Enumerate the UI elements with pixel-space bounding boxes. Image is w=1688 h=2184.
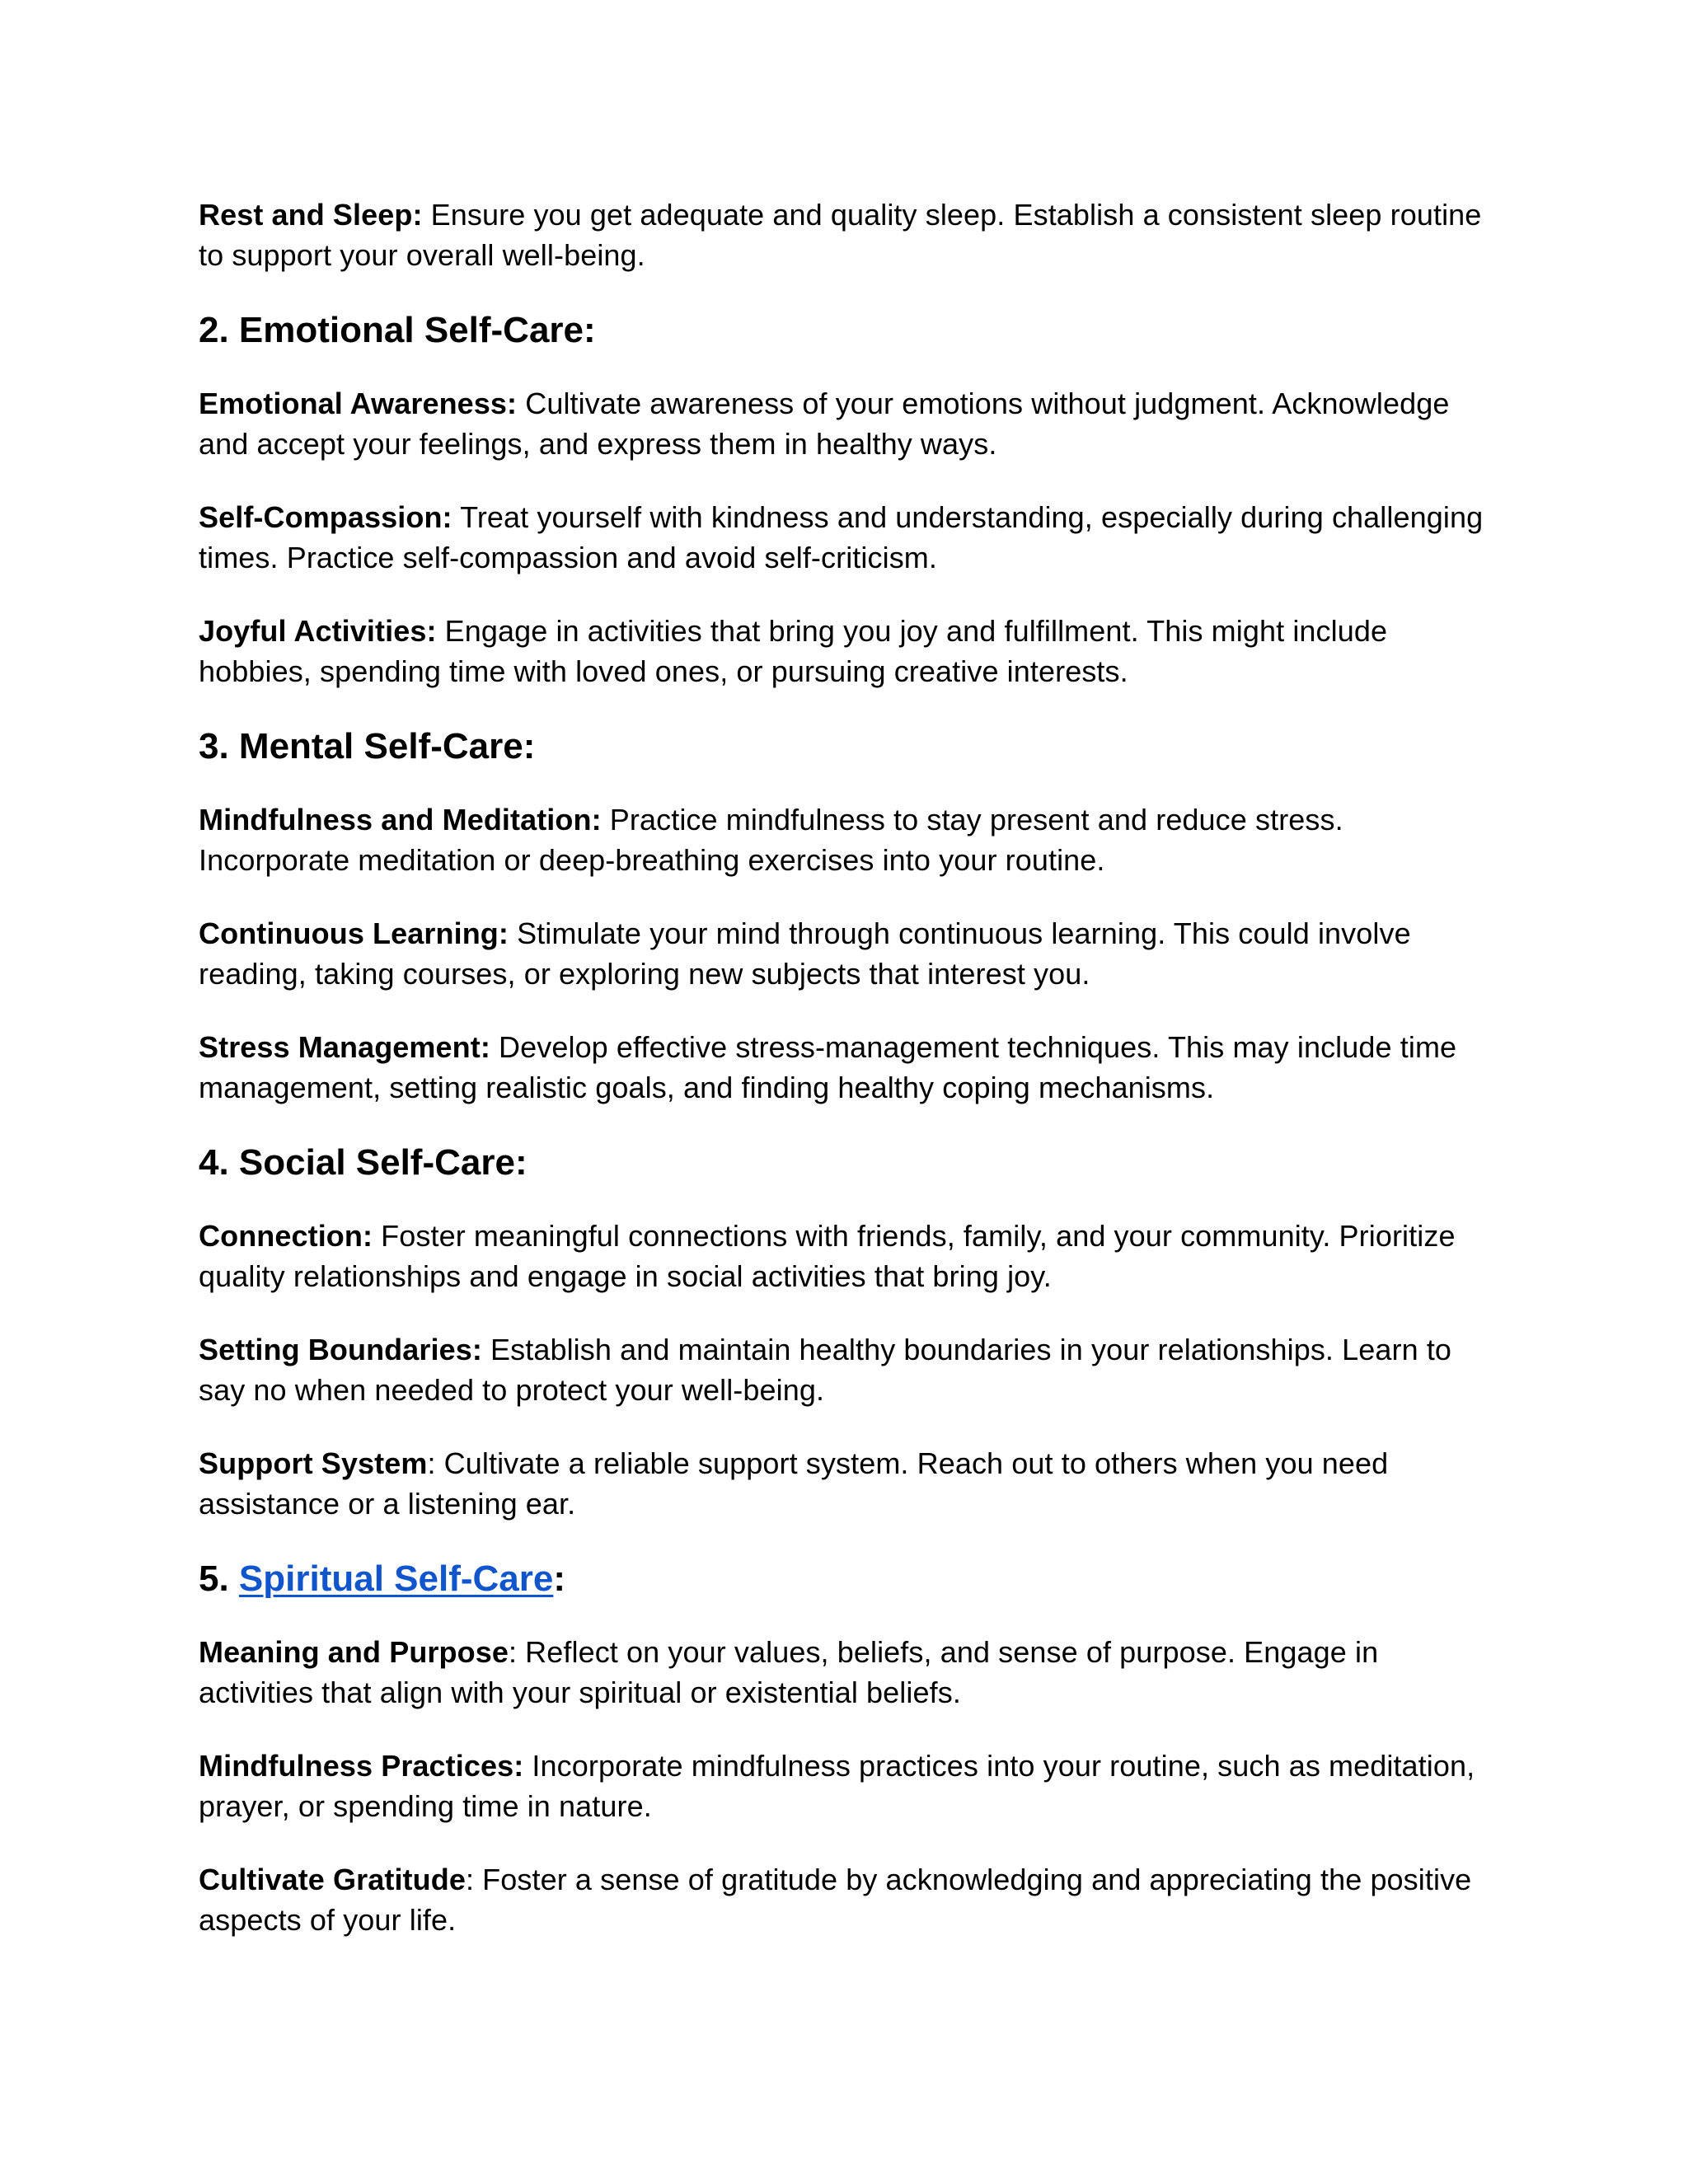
paragraph-term: Setting Boundaries: — [199, 1333, 482, 1366]
paragraph-term: Stress Management: — [199, 1030, 490, 1064]
paragraph-support-system — [199, 1443, 1501, 1524]
paragraph-rest-and-sleep — [199, 194, 1501, 275]
paragraph-meaning-purpose — [199, 1632, 1501, 1713]
paragraph-text: : Reflect on your values, beliefs, and sense of purpose. Engage in activities that align with your spiritual or existential beliefs. — [199, 1635, 1379, 1709]
paragraph-text: : Foster a sense of gratitude by acknowledging and appreciating the positive aspects of your life. — [199, 1863, 1472, 1937]
paragraph-text: : Cultivate a reliable support system. Reach out to others when you need assistance or a listening ear. — [199, 1446, 1389, 1521]
section-number: 4. — [199, 1142, 239, 1183]
paragraph-term: Mindfulness Practices: — [199, 1749, 524, 1783]
document-body — [199, 194, 1501, 1973]
paragraph-term: Support System — [199, 1446, 428, 1480]
paragraph-joyful-activities — [199, 611, 1501, 691]
section-title: Social Self-Care — [238, 1142, 515, 1183]
paragraph-term: Joyful Activities: — [199, 614, 437, 648]
section-suffix: : — [553, 1558, 566, 1599]
paragraph-term: Emotional Awareness: — [199, 387, 518, 420]
paragraph-term: Rest and Sleep: — [199, 198, 423, 232]
paragraph-setting-boundaries — [199, 1329, 1501, 1410]
paragraph-term: Continuous Learning: — [199, 916, 509, 950]
section-heading-social — [199, 1141, 1501, 1185]
paragraph-text: Practice mindfulness to stay present and reduce stress. Incorporate meditation or deep-breathing exercises into your routine. — [199, 803, 1343, 877]
section-suffix: : — [523, 726, 536, 766]
paragraph-text: Engage in activities that bring you joy and fulfillment. This might include hobbies, spending time with loved ones, or pursuing creative interests. — [199, 614, 1388, 688]
section-title: Emotional Self-Care — [238, 310, 584, 350]
section-number: 5. — [199, 1558, 239, 1599]
spiritual-self-care-link[interactable]: Spiritual Self-Care — [238, 1558, 554, 1599]
paragraph-text: Incorporate mindfulness practices into your routine, such as meditation, prayer, or spending time in nature. — [199, 1749, 1475, 1823]
paragraph-term: Mindfulness and Meditation: — [199, 803, 602, 837]
paragraph-cultivate-gratitude — [199, 1859, 1501, 1940]
paragraph-text: Develop effective stress-management techniques. This may include time management, setting realistic goals, and finding healthy coping mechanisms. — [199, 1030, 1457, 1104]
paragraph-text: Treat yourself with kindness and understanding, especially during challenging times. Practice self-compassion and avoid self-criticism. — [199, 500, 1484, 574]
paragraph-emotional-awareness — [199, 383, 1501, 464]
section-number: 3. — [199, 726, 239, 766]
section-suffix: : — [514, 1142, 528, 1183]
section-heading-mental — [199, 724, 1501, 769]
paragraph-text: Stimulate your mind through continuous learning. This could involve reading, taking courses, or exploring new subjects that interest you. — [199, 916, 1411, 991]
paragraph-term: Meaning and Purpose — [199, 1635, 509, 1669]
paragraph-term: Cultivate Gratitude — [199, 1863, 466, 1896]
paragraph-stress-management — [199, 1027, 1501, 1108]
section-heading-emotional — [199, 308, 1501, 353]
paragraph-term: Self-Compassion: — [199, 500, 452, 534]
paragraph-connection — [199, 1216, 1501, 1296]
section-suffix: : — [584, 310, 596, 350]
paragraph-self-compassion — [199, 497, 1501, 578]
section-number: 2. — [199, 310, 239, 350]
section-heading-spiritual — [199, 1557, 1501, 1601]
paragraph-mindfulness-practices — [199, 1746, 1501, 1826]
paragraph-mindfulness-meditation — [199, 799, 1501, 880]
paragraph-text: Cultivate awareness of your emotions without judgment. Acknowledge and accept your feelings, and express them in healthy ways. — [199, 387, 1450, 461]
paragraph-text: Establish and maintain healthy boundaries in your relationships. Learn to say no when needed to protect your well-being. — [199, 1333, 1452, 1407]
paragraph-continuous-learning — [199, 913, 1501, 994]
paragraph-text: Ensure you get adequate and quality sleep. Establish a consistent sleep routine to support your overall well-being. — [199, 198, 1482, 272]
section-title: Mental Self-Care — [238, 726, 523, 766]
paragraph-text: Foster meaningful connections with friends, family, and your community. Prioritize quality relationships and engage in social activities that bring joy. — [199, 1219, 1456, 1293]
paragraph-term: Connection: — [199, 1219, 373, 1253]
